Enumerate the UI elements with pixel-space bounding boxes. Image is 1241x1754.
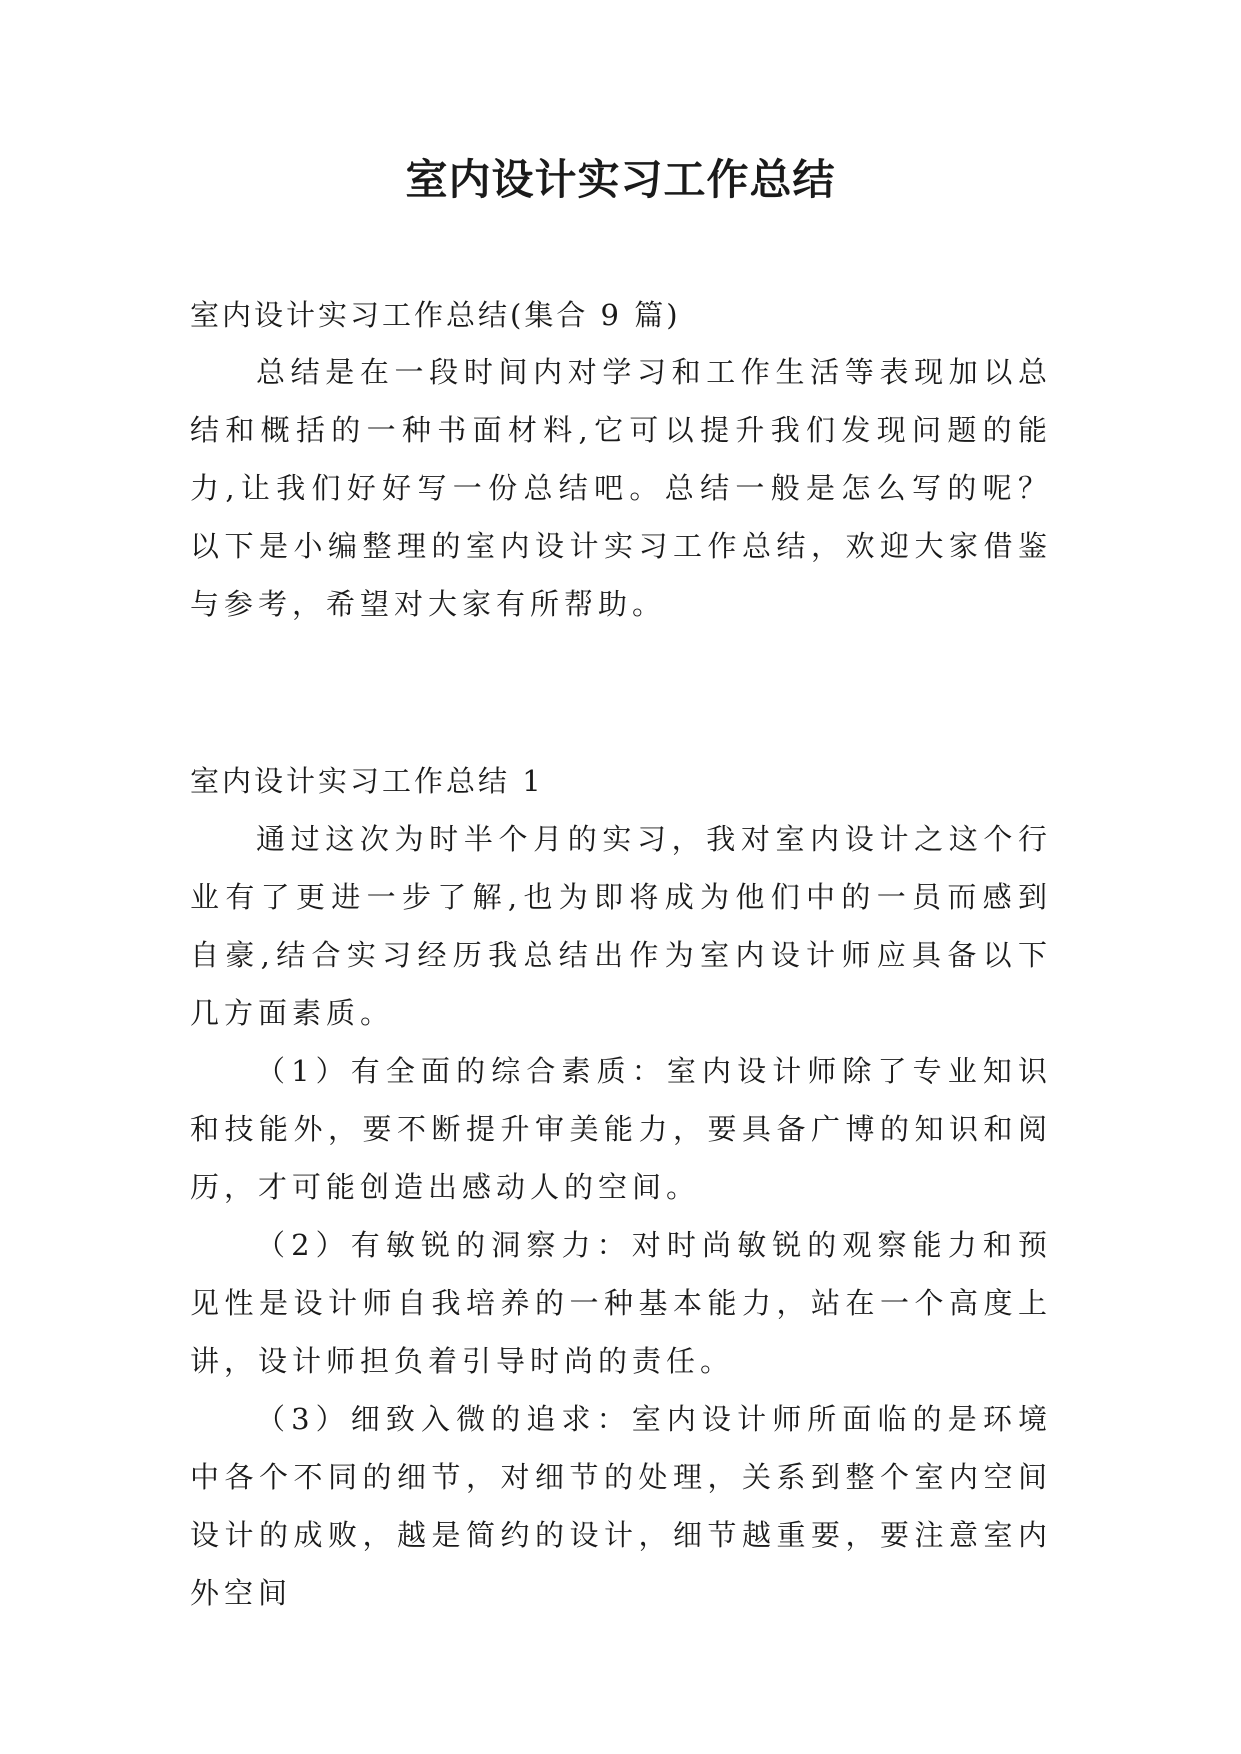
section-paragraph: 通过这次为时半个月的实习，我对室内设计之这个行业有了更进一步了解,也为即将成为他们中的一员而感到自豪,结合实习经历我总结出作为室内设计师应具备以下几方面素质。	[190, 822, 1052, 1030]
intro-heading: 室内设计实习工作总结(集合 9 篇)	[190, 298, 681, 332]
section-paragraph: （1）有全面的综合素质：室内设计师除了专业知识和技能外，要不断提升审美能力，要具备广博的知识和阅历，才可能创造出感动人的空间。	[190, 1054, 1052, 1204]
intro-paragraph: 总结是在一段时间内对学习和工作生活等表现加以总结和概括的一种书面材料,它可以提升我们发现问题的能力,让我们好好写一份总结吧。总结一般是怎么写的呢？以下是小编整理的室内设计实习工作总结，欢迎大家借鉴与参考，希望对大家有所帮助。	[190, 355, 1052, 621]
section-body	[190, 810, 1052, 1622]
intro-paragraph-block	[190, 343, 1052, 633]
document-title: 室内设计实习工作总结	[405, 155, 836, 204]
section-paragraph: （3）细致入微的追求：室内设计师所面临的是环境中各个不同的细节，对细节的处理，关系到整个室内空间设计的成败，越是简约的设计，细节越重要，要注意室内外空间	[190, 1402, 1052, 1610]
section-paragraph: （2）有敏锐的洞察力：对时尚敏锐的观察能力和预见性是设计师自我培养的一种基本能力，站在一个高度上讲，设计师担负着引导时尚的责任。	[190, 1228, 1052, 1378]
section-heading: 室内设计实习工作总结 1	[190, 764, 544, 798]
